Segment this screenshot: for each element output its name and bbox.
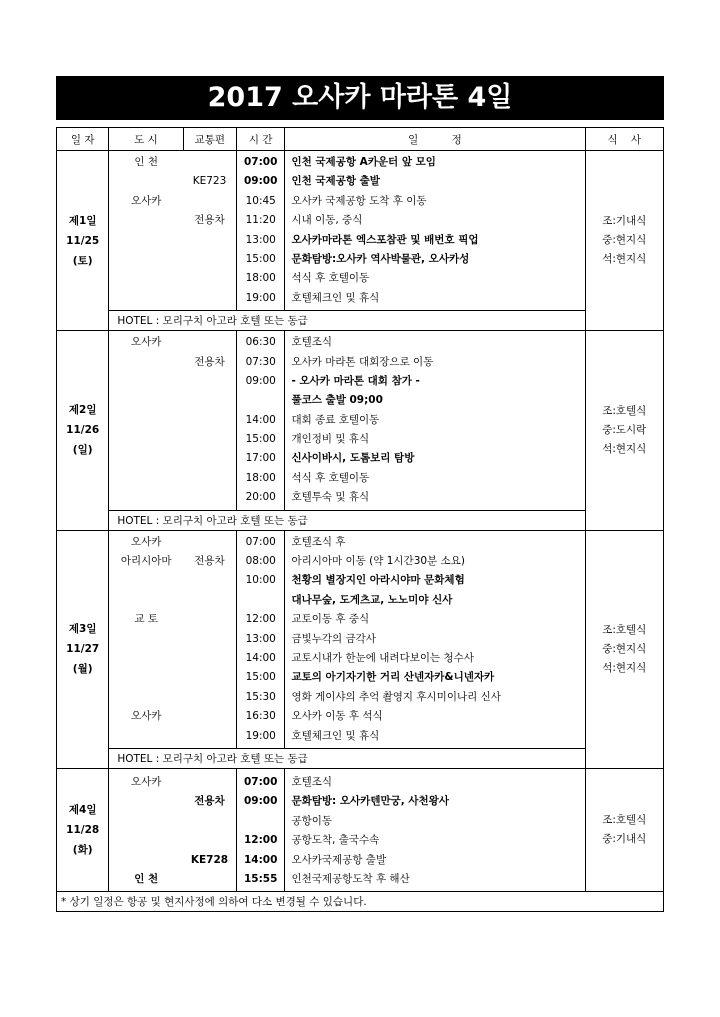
transport-cell-line [183, 630, 236, 649]
hotel-info: HOTEL : 모리구치 아고라 호텔 또는 동급 [109, 510, 585, 530]
plan-cell-line: 호텔체크인 및 휴식 [291, 729, 380, 742]
day-label [57, 331, 109, 531]
day-label-line: 제3일 [68, 623, 97, 636]
day-label-line: (토) [72, 254, 93, 267]
plan-cell-line: 오사카 국제공항 도착 후 이동 [291, 194, 427, 207]
plan-cell-line: 호텔조식 [291, 775, 333, 788]
meal-cell [585, 151, 663, 331]
transport-cell-line: 전용차 [194, 214, 225, 227]
plan-cell [285, 768, 585, 891]
city-cell-line: 오사카 [130, 336, 162, 349]
hotel-row [57, 510, 664, 530]
plan-cell-line: 시내 이동, 중식 [291, 214, 363, 227]
transport-cell-line: KE728 [190, 853, 229, 866]
plan-cell-line: 석식 후 호텔이동 [291, 272, 370, 285]
time-line: 06:30 [245, 336, 276, 349]
transport-cell-line [183, 773, 236, 792]
plan-cell-line: 교토시내가 한눈에 내려다보이는 청수사 [291, 651, 474, 664]
transport-cell [183, 151, 236, 311]
time-cell [236, 331, 285, 511]
day-row [57, 151, 664, 311]
day-label-line: (월) [72, 663, 93, 676]
city-cell-line [109, 792, 183, 811]
transport-cell-line [183, 192, 236, 211]
day-label-line: 제1일 [68, 214, 97, 227]
city-cell-line [109, 571, 183, 590]
plan-cell-line: 금빛누각의 금각사 [291, 632, 376, 645]
footnote: * 상기 일정은 항공 및 현지사정에 의하여 다소 변경될 수 있습니다. [56, 891, 664, 912]
city-cell-line [109, 231, 183, 250]
meal-line: 중:기내식 [602, 833, 647, 846]
transport-cell-line [183, 727, 236, 746]
plan-cell-line: 호텔투숙 및 휴식 [291, 491, 370, 504]
city-cell-line [109, 430, 183, 449]
transport-cell-line [183, 372, 236, 391]
time-line: 15:55 [244, 872, 278, 885]
city-cell [109, 331, 183, 511]
time-line: 19:00 [245, 291, 276, 304]
time-line: 15:00 [245, 671, 276, 684]
header-meal: 식 사 [585, 128, 663, 151]
meal-line: 조:호텔식 [602, 404, 647, 417]
transport-cell-line [183, 411, 236, 430]
city-cell-line [109, 851, 183, 870]
day-label [57, 768, 109, 891]
day-label-line: 제4일 [68, 804, 97, 817]
day-label-line: (화) [72, 844, 93, 857]
transport-cell-line [183, 289, 236, 308]
city-cell-line: 인 천 [134, 872, 159, 885]
header-plan: 일 정 [285, 128, 585, 151]
city-cell-line [109, 391, 183, 410]
transport-cell-line [183, 153, 236, 172]
plan-cell-line: 아리시아마 이동 (약 1시간30분 소요) [291, 555, 465, 568]
day-row [57, 768, 664, 891]
day-label-line: 제2일 [68, 404, 97, 417]
time-line: 07:00 [245, 535, 276, 548]
plan-cell-line: 석식 후 호텔이동 [291, 471, 370, 484]
transport-cell-line [183, 831, 236, 850]
time-line: 07:30 [245, 355, 276, 368]
plan-cell-line: 신사이바시, 도톰보리 탐방 [291, 452, 415, 465]
day-label-line: (일) [72, 444, 93, 457]
city-cell-line [109, 727, 183, 746]
transport-cell [183, 530, 236, 748]
time-line: 14:00 [244, 853, 278, 866]
day-label [57, 151, 109, 331]
time-line: 10:45 [245, 194, 276, 207]
meal-line: 중:현지식 [602, 234, 647, 247]
city-cell-line [109, 812, 183, 831]
city-cell-line [109, 831, 183, 850]
plan-cell-line: 교토이동 후 중식 [291, 613, 370, 626]
transport-cell-line [183, 449, 236, 468]
time-line: 08:00 [245, 555, 276, 568]
city-cell-line [109, 353, 183, 372]
time-line: 20:00 [245, 491, 276, 504]
city-cell [109, 768, 183, 891]
time-line: 12:00 [244, 834, 278, 847]
time-line: 13:00 [245, 632, 276, 645]
city-cell-line [109, 172, 183, 191]
meal-line: 조:호텔식 [602, 814, 647, 827]
transport-cell [183, 768, 236, 891]
city-cell-line [109, 649, 183, 668]
page-title: 2017 오사카 마라톤 4일 [56, 76, 664, 120]
time-line: 07:00 [244, 775, 278, 788]
transport-cell [183, 331, 236, 511]
time-line: 19:00 [245, 729, 276, 742]
day-label [57, 530, 109, 768]
city-cell-line [109, 630, 183, 649]
hotel-info: HOTEL : 모리구치 아고라 호텔 또는 동급 [109, 311, 585, 331]
meal-cell [585, 768, 663, 891]
transport-cell-line [183, 533, 236, 552]
transport-cell-line [183, 391, 236, 410]
hotel-row [57, 311, 664, 331]
transport-cell-line: KE723 [192, 175, 227, 188]
itinerary-table [56, 127, 664, 892]
transport-cell-line [183, 812, 236, 831]
time-line: 07:00 [244, 156, 278, 168]
plan-cell-line: 오사카국제공항 출발 [291, 853, 387, 866]
transport-cell-line: 전용차 [194, 355, 225, 368]
time-line: 12:00 [245, 613, 276, 626]
city-cell-line [109, 488, 183, 507]
city-cell-line [109, 211, 183, 230]
city-cell-line [109, 591, 183, 610]
city-cell-line [109, 372, 183, 391]
header-city: 도 시 [109, 128, 183, 151]
city-cell-line [109, 250, 183, 269]
meal-cell [585, 331, 663, 531]
plan-cell-line: 영화 게이샤의 추억 촬영지 후시미이나리 신사 [291, 690, 501, 703]
time-line [237, 812, 285, 831]
plan-cell-line: 천황의 별장지인 아라시야마 문화체험 [291, 574, 465, 587]
plan-cell-line: 오사카 이동 후 석식 [291, 710, 383, 723]
transport-cell-line [183, 571, 236, 590]
plan-cell [285, 151, 585, 311]
meal-line: 중:도시락 [602, 423, 647, 436]
time-cell [236, 151, 285, 311]
meal-line: 석:현지식 [602, 661, 647, 674]
city-cell-line [109, 269, 183, 288]
header-day: 일 자 [57, 128, 109, 151]
time-line: 18:00 [245, 471, 276, 484]
day-row [57, 530, 664, 748]
table-header-row [57, 128, 664, 151]
time-line: 09:00 [245, 374, 276, 387]
city-cell-line: 인 천 [134, 156, 158, 168]
plan-cell-line: 공항이동 [291, 814, 333, 827]
day-row [57, 331, 664, 511]
transport-cell-line [183, 707, 236, 726]
city-cell [109, 151, 183, 311]
transport-cell-line [183, 668, 236, 687]
transport-cell-line [183, 591, 236, 610]
time-line: 17:00 [245, 452, 276, 465]
city-cell [109, 530, 183, 748]
meal-line: 조:호텔식 [602, 623, 647, 636]
time-line: 15:00 [245, 433, 276, 446]
city-cell-line: 아리시아마 [120, 555, 172, 568]
time-line [237, 591, 285, 610]
plan-cell-line: 교토의 아기자기한 거리 산넨자카&니넨자카 [291, 671, 495, 684]
hotel-info: HOTEL : 모리구치 아고라 호텔 또는 동급 [109, 748, 585, 768]
city-cell-line [109, 668, 183, 687]
plan-cell-line: - 오사카 마라톤 대회 참가 - [291, 374, 420, 387]
plan-cell-line: 오사카 마라톤 대회장으로 이동 [291, 355, 434, 368]
plan-cell-line: 호텔조식 후 [291, 535, 346, 548]
city-cell-line: 오사카 [130, 194, 162, 207]
plan-cell-line: 인천국제공항도착 후 해산 [291, 872, 410, 885]
time-line: 14:00 [245, 413, 276, 426]
day-label-line: 11/27 [66, 643, 100, 656]
city-cell-line [109, 289, 183, 308]
transport-cell-line [183, 333, 236, 352]
plan-cell-line: 호텔체크인 및 휴식 [291, 291, 380, 304]
meal-line: 조:기내식 [602, 215, 647, 228]
time-line [237, 391, 285, 410]
city-cell-line: 오사카 [130, 535, 162, 548]
plan-cell-line: 공항도착, 출국수속 [291, 834, 380, 847]
time-line: 13:00 [245, 233, 276, 246]
transport-cell-line [183, 269, 236, 288]
plan-cell-line: 호텔조식 [291, 336, 333, 349]
time-line: 15:30 [245, 690, 276, 703]
city-cell-line [109, 411, 183, 430]
meal-cell [585, 530, 663, 768]
time-line: 11:20 [245, 214, 276, 227]
plan-cell-line: 대나무숲, 도게츠교, 노노미야 신사 [291, 593, 453, 606]
city-cell-line: 오사카 [130, 775, 162, 788]
transport-cell-line [183, 469, 236, 488]
plan-cell-line: 문화탐방:오사카 역사박물관, 오사카성 [291, 252, 470, 265]
transport-cell-line [183, 610, 236, 629]
meal-line: 중:현지식 [602, 642, 647, 655]
plan-cell-line: 풀코스 출발 09;00 [291, 394, 383, 407]
city-cell-line: 교 토 [134, 613, 158, 626]
city-cell-line [109, 469, 183, 488]
city-cell-line [109, 688, 183, 707]
city-cell-line: 오사카 [130, 710, 162, 723]
transport-cell-line [183, 231, 236, 250]
transport-cell-line [183, 649, 236, 668]
time-line: 14:00 [245, 651, 276, 664]
time-cell [236, 530, 285, 748]
meal-line: 석:현지식 [602, 442, 647, 455]
plan-cell [285, 331, 585, 511]
hotel-row [57, 748, 664, 768]
transport-cell-line [183, 488, 236, 507]
day-label-line: 11/26 [66, 424, 100, 437]
transport-cell-line: 전용차 [194, 795, 225, 808]
time-line: 09:00 [244, 795, 278, 808]
transport-cell-line: 전용차 [194, 555, 225, 568]
transport-cell-line [183, 250, 236, 269]
city-cell-line [109, 449, 183, 468]
plan-cell-line: 오사카마라톤 엑스포참관 및 배번호 픽업 [291, 233, 479, 246]
day-label-line: 11/28 [66, 824, 100, 837]
plan-cell-line: 인천 국제공항 출발 [291, 175, 380, 188]
time-line: 15:00 [245, 252, 276, 265]
transport-cell-line [183, 688, 236, 707]
header-transport: 교통편 [183, 128, 236, 151]
plan-cell [285, 530, 585, 748]
plan-cell-line: 개인정비 및 휴식 [291, 433, 370, 446]
day-label-line: 11/25 [66, 234, 100, 247]
time-line: 16:30 [245, 710, 276, 723]
plan-cell-line: 문화탐방: 오사카텐만궁, 사천왕사 [291, 795, 449, 808]
meal-line: 석:현지식 [602, 253, 647, 266]
time-line: 18:00 [245, 272, 276, 285]
plan-cell-line: 대회 종료 호텔이동 [291, 413, 380, 426]
header-time: 시 간 [236, 128, 285, 151]
time-line: 10:00 [245, 574, 276, 587]
transport-cell-line [183, 430, 236, 449]
time-line: 09:00 [244, 175, 278, 188]
plan-cell-line: 인천 국제공항 A카운터 앞 모임 [291, 156, 436, 168]
time-cell [236, 768, 285, 891]
transport-cell-line [183, 870, 236, 889]
